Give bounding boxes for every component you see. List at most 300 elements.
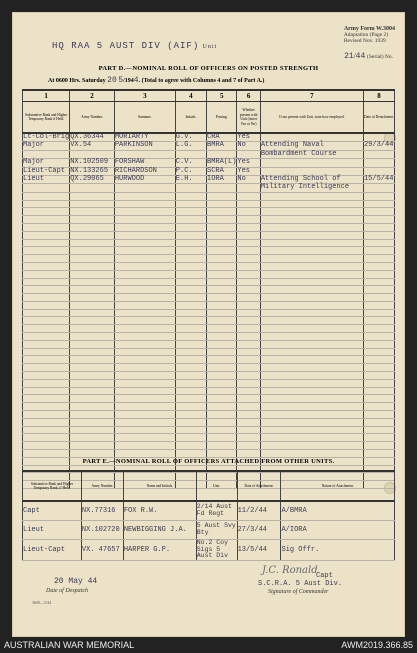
present-cell: Yes <box>237 167 260 175</box>
blank-cell <box>363 333 394 341</box>
blank-cell <box>260 286 363 294</box>
blank-cell <box>70 411 115 419</box>
blank-cell <box>207 395 237 403</box>
blank-cell <box>260 333 363 341</box>
present-cell: No <box>237 175 260 183</box>
blank-cell <box>114 364 175 372</box>
blank-cell <box>363 200 394 208</box>
blank-cell <box>207 411 237 419</box>
blank-cell <box>114 270 175 278</box>
column-number-row <box>23 90 395 102</box>
army-number-cell: NX.77316 <box>81 501 123 521</box>
blank-cell <box>175 379 206 387</box>
blank-row <box>23 223 395 231</box>
blank-cell <box>207 364 237 372</box>
blank-cell <box>260 411 363 419</box>
blank-cell <box>70 325 115 333</box>
blank-row <box>23 317 395 325</box>
blank-cell <box>175 278 206 286</box>
blank-cell <box>237 411 260 419</box>
blank-cell <box>175 208 206 216</box>
blank-cell <box>70 387 115 395</box>
blank-cell <box>114 231 175 239</box>
blank-cell <box>260 426 363 434</box>
blank-cell <box>175 270 206 278</box>
blank-cell <box>70 317 115 325</box>
blank-cell <box>23 278 70 286</box>
blank-cell <box>70 364 115 372</box>
blank-cell <box>70 301 115 309</box>
column-caption: Unit. <box>196 471 237 501</box>
table-row <box>23 159 395 167</box>
blank-cell <box>175 317 206 325</box>
column-caption: Army Number. <box>70 102 115 134</box>
blank-cell <box>363 239 394 247</box>
blank-cell <box>70 418 115 426</box>
blank-cell <box>114 255 175 263</box>
blank-cell <box>363 387 394 395</box>
blank-cell <box>237 434 260 442</box>
employed-cell: Military Intelligence <box>260 184 363 192</box>
rank-cell: Lieut-Capt <box>23 540 82 561</box>
blank-cell <box>23 317 70 325</box>
blank-cell <box>207 286 237 294</box>
blank-cell <box>23 270 70 278</box>
blank-cell <box>260 387 363 395</box>
blank-cell <box>237 356 260 364</box>
blank-cell <box>23 372 70 380</box>
present-cell: No <box>237 142 260 150</box>
blank-cell <box>207 270 237 278</box>
blank-cell <box>23 294 70 302</box>
blank-cell <box>70 372 115 380</box>
blank-cell <box>70 239 115 247</box>
blank-cell <box>175 403 206 411</box>
blank-cell <box>207 239 237 247</box>
column-caption-row <box>23 102 395 134</box>
blank-cell <box>363 442 394 450</box>
column-caption: Surname. <box>114 102 175 134</box>
column-caption: Date of Attachment. <box>237 471 281 501</box>
blank-cell <box>363 450 394 458</box>
table-row <box>23 142 395 150</box>
blank-row <box>23 262 395 270</box>
blank-cell <box>363 247 394 255</box>
blank-cell <box>175 247 206 255</box>
blank-cell <box>114 372 175 380</box>
blank-cell <box>237 333 260 341</box>
unit-heading: HQ RAA 5 AUST DIV (AIF) Unit <box>52 41 218 51</box>
army-number-cell: VX. 47657 <box>81 540 123 561</box>
blank-cell <box>114 348 175 356</box>
blank-cell <box>175 372 206 380</box>
blank-cell <box>114 356 175 364</box>
blank-cell <box>207 255 237 263</box>
blank-cell <box>207 403 237 411</box>
blank-cell <box>23 348 70 356</box>
blank-cell <box>237 317 260 325</box>
blank-cell <box>207 262 237 270</box>
army-number-cell: QX.29065 <box>70 175 115 183</box>
blank-cell <box>207 200 237 208</box>
blank-cell <box>363 395 394 403</box>
commander-rank: Capt <box>316 572 333 580</box>
detachment-date-cell: 15/5/44 <box>363 174 394 183</box>
blank-cell <box>114 325 175 333</box>
name-cell: FOX R.W. <box>123 501 196 521</box>
blank-cell <box>237 231 260 239</box>
blank-cell <box>237 301 260 309</box>
surname-cell <box>114 184 175 192</box>
column-caption: Substantive Rank and Higher Temporary Rank if Held. <box>23 102 70 134</box>
blank-cell <box>363 231 394 239</box>
blank-cell <box>70 255 115 263</box>
employed-cell: Attending School of <box>260 175 363 183</box>
blank-row <box>23 255 395 263</box>
despatch-date: 20 May 44 <box>54 577 98 586</box>
blank-cell <box>260 356 363 364</box>
blank-cell <box>363 255 394 263</box>
column-caption: Posting. <box>207 102 237 134</box>
blank-cell <box>114 395 175 403</box>
blank-cell <box>237 340 260 348</box>
initials-cell <box>175 184 206 192</box>
blank-cell <box>363 356 394 364</box>
blank-cell <box>207 348 237 356</box>
blank-cell <box>114 317 175 325</box>
blank-cell <box>175 309 206 317</box>
blank-cell <box>175 340 206 348</box>
blank-cell <box>237 395 260 403</box>
table-row <box>23 501 395 521</box>
blank-cell <box>23 411 70 419</box>
blank-cell <box>70 208 115 216</box>
blank-cell <box>114 216 175 224</box>
blank-cell <box>175 192 206 200</box>
blank-cell <box>70 262 115 270</box>
blank-cell <box>114 340 175 348</box>
blank-cell <box>260 208 363 216</box>
blank-row <box>23 395 395 403</box>
initials-cell: G.V. <box>175 133 206 142</box>
blank-cell <box>363 426 394 434</box>
employed-cell: Attending Naval <box>260 142 363 150</box>
blank-cell <box>175 262 206 270</box>
attachment-nature-cell: Sig Offr. <box>281 540 395 561</box>
form-print-code: 3600—5/44 <box>32 600 52 605</box>
blank-cell <box>363 434 394 442</box>
column-caption: Name and Initials. <box>123 471 196 501</box>
blank-cell <box>260 379 363 387</box>
rank-cell <box>23 184 70 192</box>
column-caption: Army Number. <box>81 471 123 501</box>
rank-cell: Lieut <box>23 175 70 183</box>
blank-cell <box>23 395 70 403</box>
blank-cell <box>207 301 237 309</box>
attachment-date-cell: 27/3/44 <box>237 521 281 540</box>
blank-cell <box>237 450 260 458</box>
blank-cell <box>207 434 237 442</box>
blank-cell <box>260 247 363 255</box>
archive-institution: AUSTRALIAN WAR MEMORIAL <box>4 640 135 650</box>
army-number-cell: NX.102509 <box>70 159 115 167</box>
blank-cell <box>175 301 206 309</box>
blank-cell <box>207 426 237 434</box>
rank-cell: Capt <box>23 501 82 521</box>
blank-cell <box>70 216 115 224</box>
blank-cell <box>70 426 115 434</box>
blank-cell <box>363 411 394 419</box>
blank-cell <box>237 286 260 294</box>
blank-row <box>23 426 395 434</box>
present-cell <box>237 184 260 192</box>
blank-cell <box>70 294 115 302</box>
rank-cell: Major <box>23 159 70 167</box>
despatch-date-label: Date of Despatch <box>46 588 88 594</box>
blank-cell <box>175 216 206 224</box>
blank-ruled-rows <box>23 192 395 488</box>
blank-cell <box>237 200 260 208</box>
blank-cell <box>237 364 260 372</box>
blank-cell <box>23 340 70 348</box>
blank-cell <box>70 379 115 387</box>
blank-cell <box>23 262 70 270</box>
blank-row <box>23 340 395 348</box>
blank-cell <box>175 356 206 364</box>
blank-cell <box>237 239 260 247</box>
present-cell: Yes <box>237 133 260 142</box>
blank-cell <box>23 379 70 387</box>
attachment-date-cell: 13/5/44 <box>237 540 281 561</box>
blank-cell <box>207 216 237 224</box>
blank-cell <box>23 418 70 426</box>
army-number-cell: NX.133265 <box>70 167 115 175</box>
blank-cell <box>237 426 260 434</box>
blank-row <box>23 403 395 411</box>
attachment-nature-cell: A/BMRA <box>281 501 395 521</box>
blank-cell <box>260 325 363 333</box>
column-number: 6 <box>237 90 260 102</box>
part-d-table <box>22 89 395 489</box>
blank-cell <box>237 270 260 278</box>
blank-cell <box>114 426 175 434</box>
blank-cell <box>175 200 206 208</box>
blank-cell <box>260 434 363 442</box>
rank-cell: Lieut <box>23 521 82 540</box>
blank-cell <box>207 208 237 216</box>
blank-cell <box>363 223 394 231</box>
archive-accession-number: AWM2019.366.85 <box>341 640 413 650</box>
blank-cell <box>23 434 70 442</box>
initials-cell: C.V. <box>175 159 206 167</box>
blank-cell <box>70 223 115 231</box>
signature-label: Signature of Commander <box>268 589 329 595</box>
present-cell: Yes <box>237 159 260 167</box>
blank-cell <box>23 208 70 216</box>
column-caption: Nature of Attachment. <box>281 471 395 501</box>
surname-cell: RICHARDSON <box>114 167 175 175</box>
blank-row <box>23 231 395 239</box>
blank-cell <box>23 403 70 411</box>
blank-cell <box>260 403 363 411</box>
employed-cell: Bombardment Course <box>260 150 363 158</box>
blank-cell <box>237 216 260 224</box>
blank-row <box>23 387 395 395</box>
blank-cell <box>114 208 175 216</box>
posting-cell: IORA <box>207 175 237 183</box>
blank-cell <box>260 340 363 348</box>
blank-cell <box>260 262 363 270</box>
blank-cell <box>260 364 363 372</box>
blank-cell <box>114 442 175 450</box>
initials-cell: P.C. <box>175 167 206 175</box>
attachment-date-cell: 11/2/44 <box>237 501 281 521</box>
blank-cell <box>175 411 206 419</box>
blank-cell <box>237 255 260 263</box>
blank-cell <box>23 231 70 239</box>
blank-cell <box>175 426 206 434</box>
blank-cell <box>23 247 70 255</box>
posting-cell: SCRA <box>207 167 237 175</box>
blank-cell <box>237 262 260 270</box>
blank-cell <box>207 450 237 458</box>
blank-cell <box>175 348 206 356</box>
blank-cell <box>363 348 394 356</box>
blank-cell <box>23 450 70 458</box>
blank-cell <box>23 239 70 247</box>
blank-cell <box>70 200 115 208</box>
blank-row <box>23 434 395 442</box>
blank-cell <box>207 294 237 302</box>
blank-cell <box>114 309 175 317</box>
blank-cell <box>23 301 70 309</box>
column-caption-row <box>23 471 395 501</box>
blank-cell <box>363 309 394 317</box>
rank-cell: Lieut-Capt <box>23 167 70 175</box>
blank-row <box>23 379 395 387</box>
blank-cell <box>237 325 260 333</box>
blank-cell <box>237 294 260 302</box>
blank-cell <box>23 426 70 434</box>
blank-row <box>23 348 395 356</box>
column-caption: Whether present with Unit (insert Yes or No) <box>237 102 260 134</box>
blank-cell <box>207 223 237 231</box>
attachment-nature-cell: A/IORA <box>281 521 395 540</box>
blank-cell <box>70 403 115 411</box>
column-caption: Substantive Rank and Higher Temporary Rank, if Held. <box>23 471 82 501</box>
blank-cell <box>114 418 175 426</box>
blank-cell <box>207 325 237 333</box>
blank-cell <box>114 450 175 458</box>
blank-row <box>23 200 395 208</box>
blank-cell <box>114 223 175 231</box>
column-caption: Initials. <box>175 102 206 134</box>
blank-cell <box>237 192 260 200</box>
column-number: 3 <box>114 90 175 102</box>
blank-cell <box>207 379 237 387</box>
blank-cell <box>175 231 206 239</box>
column-number: 4 <box>175 90 206 102</box>
blank-cell <box>114 247 175 255</box>
rank-cell: Lt-Col-Brig <box>23 133 70 141</box>
blank-cell <box>237 442 260 450</box>
unit-cell: No.2 Coy Sigs 5 Aust Div <box>196 540 237 561</box>
blank-cell <box>70 340 115 348</box>
blank-cell <box>70 231 115 239</box>
blank-cell <box>175 387 206 395</box>
blank-cell <box>175 418 206 426</box>
blank-cell <box>23 309 70 317</box>
form-reference: Army Form W.3004 Adaptation (Page 2) Revised Nov. 1939 <box>343 26 395 44</box>
blank-cell <box>114 294 175 302</box>
blank-row <box>23 247 395 255</box>
blank-cell <box>23 364 70 372</box>
serial-number: 21/44 (Serial) No. <box>344 52 393 61</box>
blank-row <box>23 301 395 309</box>
blank-row <box>23 270 395 278</box>
blank-cell <box>207 340 237 348</box>
blank-cell <box>260 317 363 325</box>
blank-cell <box>175 223 206 231</box>
blank-cell <box>175 333 206 341</box>
blank-row <box>23 418 395 426</box>
blank-row <box>23 372 395 380</box>
blank-cell <box>175 294 206 302</box>
detachment-date-cell <box>363 184 394 192</box>
blank-cell <box>175 239 206 247</box>
commander-signature: J.C. Ronald <box>262 565 318 576</box>
part-d-title: PART D.—NOMINAL ROLL OF OFFICERS ON POSTED STRENGTH <box>98 65 319 72</box>
column-number: 8 <box>363 90 394 102</box>
blank-cell <box>23 333 70 341</box>
army-number-cell <box>70 184 115 192</box>
posting-cell: CRA <box>207 133 237 142</box>
part-e-table <box>22 470 395 561</box>
blank-cell <box>237 348 260 356</box>
blank-cell <box>260 223 363 231</box>
commander-designation <box>258 572 342 588</box>
blank-cell <box>363 286 394 294</box>
blank-cell <box>23 387 70 395</box>
name-cell: NEWBIGGING J.A. <box>123 521 196 540</box>
blank-row <box>23 216 395 224</box>
blank-cell <box>237 418 260 426</box>
blank-cell <box>23 192 70 200</box>
blank-row <box>23 442 395 450</box>
rank-cell: Major <box>23 142 70 150</box>
blank-cell <box>23 223 70 231</box>
blank-cell <box>363 325 394 333</box>
blank-cell <box>260 442 363 450</box>
column-number: 5 <box>207 90 237 102</box>
blank-cell <box>70 270 115 278</box>
blank-cell <box>70 348 115 356</box>
blank-cell <box>207 356 237 364</box>
blank-cell <box>260 294 363 302</box>
blank-cell <box>260 301 363 309</box>
blank-cell <box>260 231 363 239</box>
blank-row <box>23 294 395 302</box>
posting-cell: BMRA <box>207 142 237 150</box>
blank-cell <box>237 278 260 286</box>
blank-cell <box>207 333 237 341</box>
employed-cell <box>260 159 363 167</box>
blank-row <box>23 309 395 317</box>
posting-cell <box>207 184 237 192</box>
blank-row <box>23 450 395 458</box>
blank-cell <box>175 325 206 333</box>
blank-cell <box>260 309 363 317</box>
